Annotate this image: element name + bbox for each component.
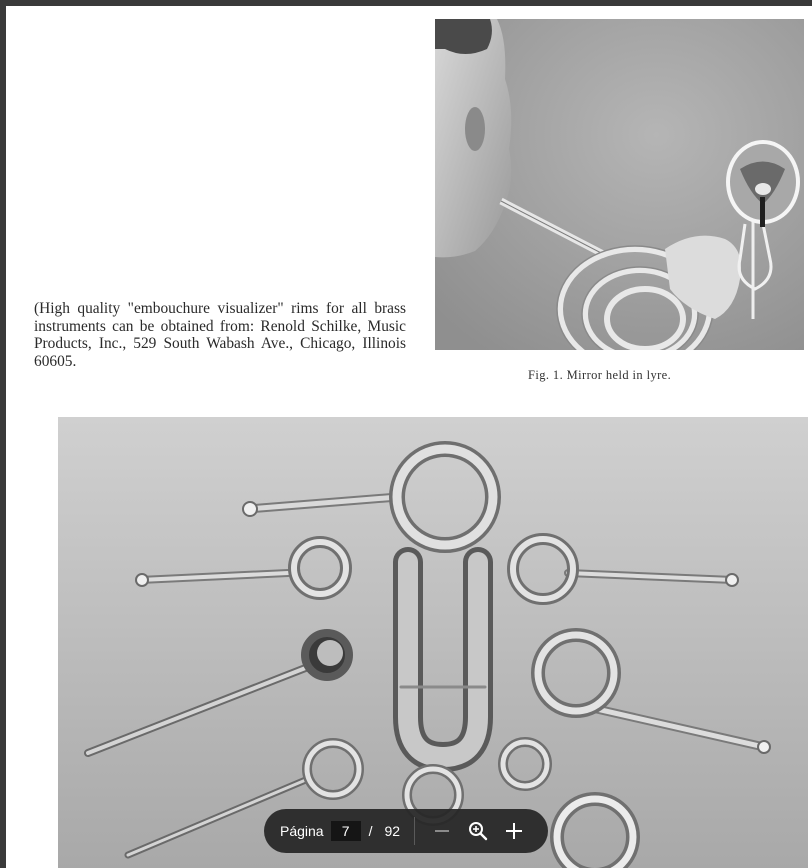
toolbar-divider bbox=[414, 817, 415, 845]
zoom-out-button[interactable] bbox=[425, 814, 459, 848]
zoom-in-button[interactable] bbox=[497, 814, 531, 848]
pdf-page-toolbar bbox=[264, 809, 548, 853]
document-page bbox=[6, 6, 812, 868]
plus-icon bbox=[505, 822, 523, 840]
page-label: Página bbox=[280, 823, 324, 839]
total-pages: 92 bbox=[384, 823, 401, 839]
zoom-fit-button[interactable] bbox=[461, 814, 495, 848]
figure-1-photo bbox=[435, 19, 804, 350]
minus-icon bbox=[434, 823, 450, 839]
figure-1-caption: Fig. 1. Mirror held in lyre. bbox=[528, 368, 672, 382]
zoom-magnifier-icon bbox=[468, 821, 488, 841]
page-separator: / bbox=[368, 823, 373, 839]
page-number-input[interactable] bbox=[331, 821, 361, 841]
figure-2-photo bbox=[58, 417, 808, 868]
body-text-paragraph: (High quality "embouchure visualizer" rims for all brass instruments can be obtained from: Renold Schilke, Music Products, Inc., 529 South Wabash Ave., Chicago, Illinois 60605. bbox=[34, 300, 406, 370]
